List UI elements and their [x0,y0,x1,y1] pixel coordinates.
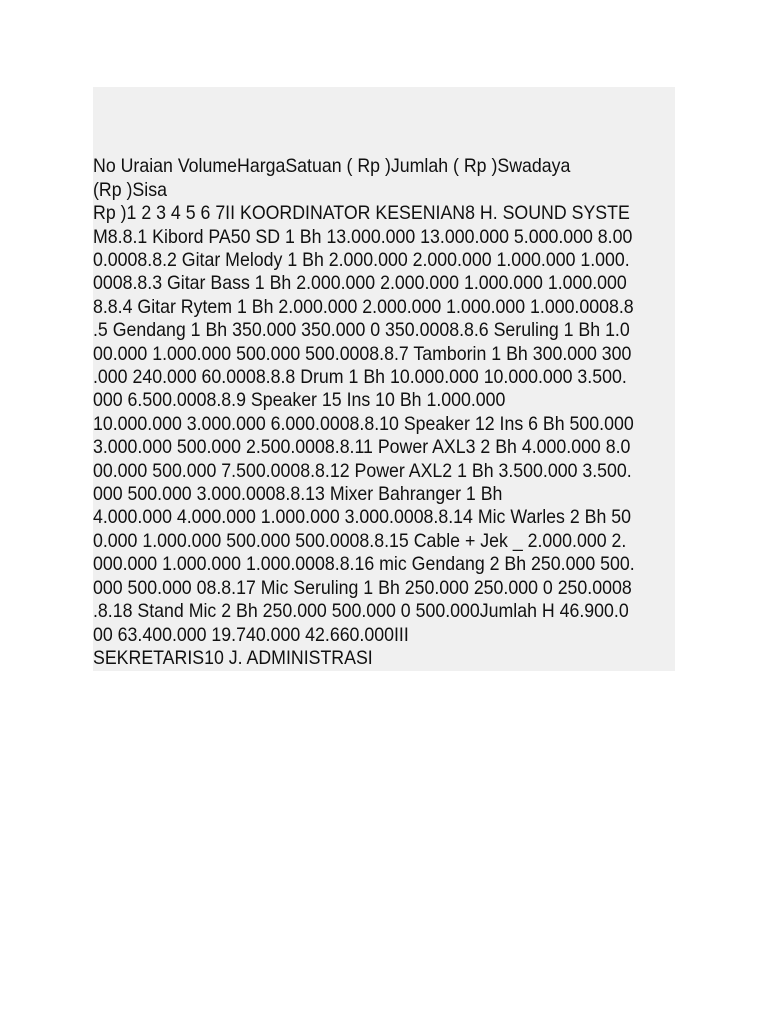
text-line: 4.000.000 4.000.000 1.000.000 3.000.0008.8.14 Mic Warles 2 Bh 50 [93,506,632,528]
text-line: 00 63.400.000 19.740.000 42.660.000III [93,624,409,646]
text-line: 0.000 1.000.000 500.000 500.0008.8.15 Cable + Jek _ 2.000.000 2. [93,530,627,552]
text-line: .5 Gendang 1 Bh 350.000 350.000 0 350.0008.8.6 Seruling 1 Bh 1.0 [93,319,630,341]
text-line: 000 6.500.0008.8.9 Speaker 15 Ins 10 Bh 1.000.000 [93,389,506,411]
text-line: 000 500.000 08.8.17 Mic Seruling 1 Bh 250.000 250.000 0 250.0008 [93,577,632,599]
text-line: .000 240.000 60.0008.8.8 Drum 1 Bh 10.000.000 10.000.000 3.500. [93,366,627,388]
text-line: M8.8.1 Kibord PA50 SD 1 Bh 13.000.000 13.000.000 5.000.000 8.00 [93,226,633,248]
text-line: 000.000 1.000.000 1.000.0008.8.16 mic Gendang 2 Bh 250.000 500. [93,553,635,575]
document-text-block [93,87,675,671]
text-line: 0008.8.3 Gitar Bass 1 Bh 2.000.000 2.000.000 1.000.000 1.000.000 [93,272,627,294]
text-line: 000 500.000 3.000.0008.8.13 Mixer Bahranger 1 Bh [93,483,503,505]
text-line: .8.18 Stand Mic 2 Bh 250.000 500.000 0 500.000Jumlah H 46.900.0 [93,600,629,622]
text-line: 00.000 500.000 7.500.0008.8.12 Power AXL2 1 Bh 3.500.000 3.500. [93,460,632,482]
text-line: 3.000.000 500.000 2.500.0008.8.11 Power AXL3 2 Bh 4.000.000 8.0 [93,436,631,458]
text-line: 10.000.000 3.000.000 6.000.0008.8.10 Speaker 12 Ins 6 Bh 500.000 [93,413,634,435]
text-line: 0.0008.8.2 Gitar Melody 1 Bh 2.000.000 2.000.000 1.000.000 1.000. [93,249,630,271]
text-line: 8.8.4 Gitar Rytem 1 Bh 2.000.000 2.000.000 1.000.000 1.000.0008.8 [93,296,634,318]
text-line: (Rp )Sisa [93,179,167,201]
text-line: SEKRETARIS10 J. ADMINISTRASI [93,647,373,669]
text-line: 00.000 1.000.000 500.000 500.0008.8.7 Tamborin 1 Bh 300.000 300 [93,343,632,365]
text-line: No Uraian VolumeHargaSatuan ( Rp )Jumlah ( Rp )Swadaya [93,155,571,177]
text-line: Rp )1 2 3 4 5 6 7II KOORDINATOR KESENIAN8 H. SOUND SYSTE [93,202,630,224]
